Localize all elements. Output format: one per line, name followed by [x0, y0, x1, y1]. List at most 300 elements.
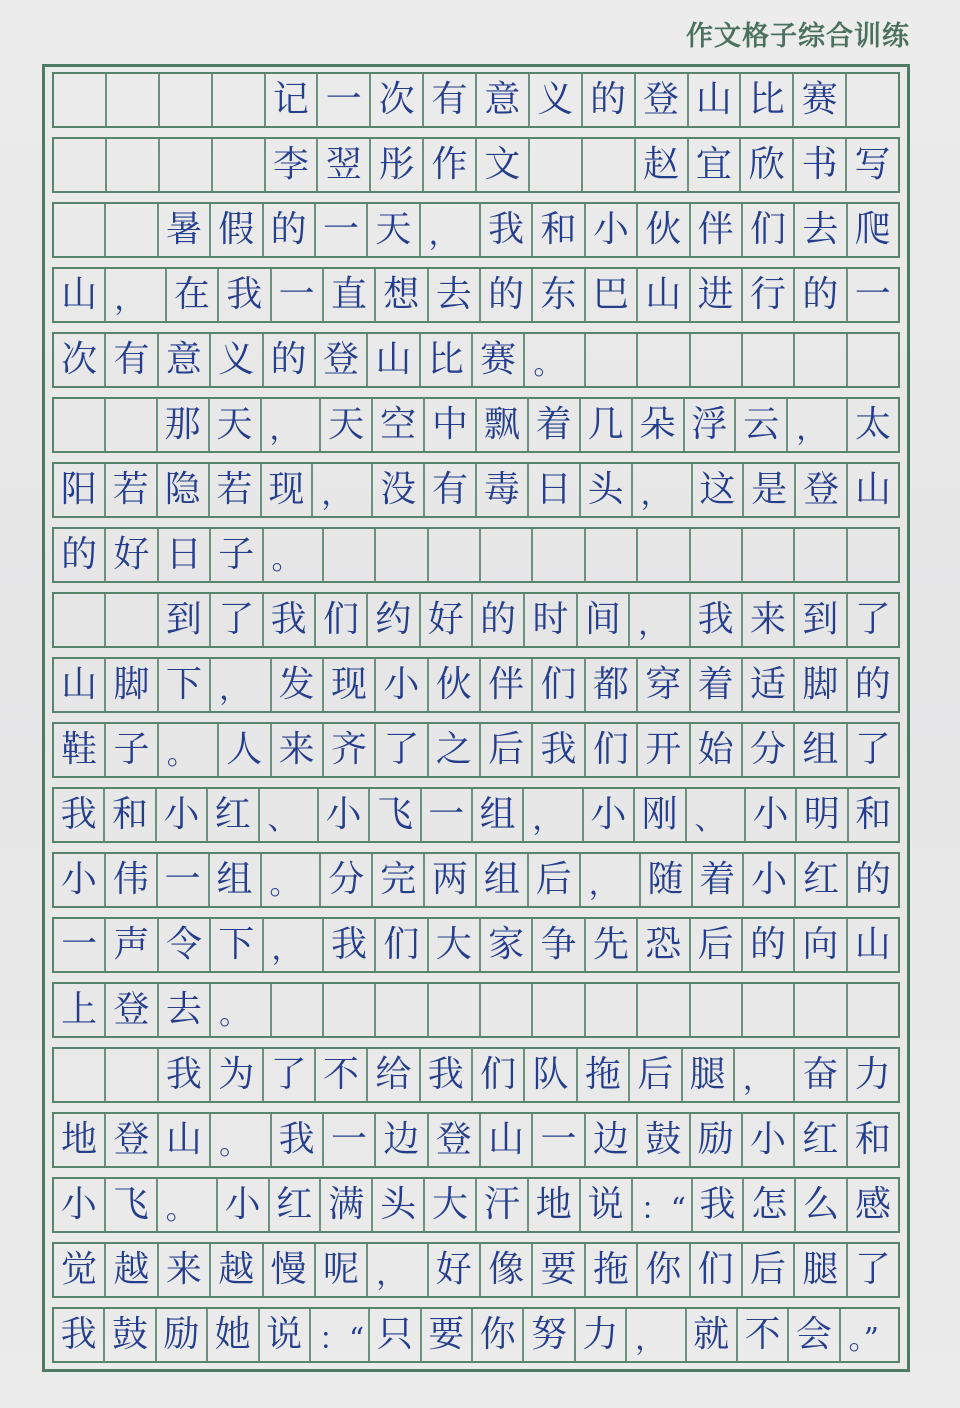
- grid-cell: 比: [741, 74, 794, 126]
- grid-cell: 了: [854, 599, 891, 640]
- grid-cell: 上: [54, 984, 106, 1036]
- grid-cell: 觉: [54, 1244, 106, 1296]
- grid-cell: 怎: [744, 1179, 796, 1231]
- grid-cell: 说: [260, 1309, 311, 1361]
- grid-cell: 是: [744, 464, 796, 516]
- grid-cell: 鼓: [105, 1309, 156, 1361]
- grid-cell: 彤: [371, 139, 424, 191]
- grid-row: [52, 657, 900, 713]
- grid-cell: 巴: [586, 269, 638, 321]
- grid-cell: 隐: [158, 464, 210, 516]
- grid-cell: [638, 334, 690, 386]
- grid-cell: 和: [854, 1119, 891, 1160]
- grid-cell: 登: [796, 464, 848, 516]
- grid-cell: 浮: [685, 399, 737, 451]
- grid-cell: [429, 984, 481, 1036]
- grid-cell: 头: [373, 1179, 425, 1231]
- grid-cell: 阳: [54, 464, 106, 516]
- grid-cell: 李: [266, 139, 319, 191]
- grid-cell: 写: [854, 144, 891, 185]
- grid-row: [52, 202, 900, 258]
- grid-cell: 山: [368, 334, 420, 386]
- grid-cell: 小: [319, 789, 370, 841]
- grid-cell: 汗: [477, 1179, 529, 1231]
- grid-cell: 争: [533, 919, 585, 971]
- grid-cell: 始: [691, 724, 743, 776]
- grid-cell: 伟: [106, 854, 158, 906]
- grid-cell: 腿: [683, 1049, 735, 1101]
- grid-cell: 一: [324, 1114, 376, 1166]
- grid-cell: 欣: [741, 139, 794, 191]
- grid-cell: 们: [316, 594, 368, 646]
- grid-cell: 和: [533, 204, 585, 256]
- grid-cell: 脚: [106, 659, 158, 711]
- grid-cell: 意: [477, 74, 530, 126]
- grid-cell: 的: [743, 919, 795, 971]
- grid-cell: 我: [481, 204, 533, 256]
- grid-cell: 后: [630, 1049, 682, 1101]
- grid-cell: 宜: [689, 139, 742, 191]
- grid-cell: 赛: [473, 334, 525, 386]
- grid-cell: 义: [211, 334, 263, 386]
- grid-cell: 着: [529, 399, 581, 451]
- grid-cell: 奋: [795, 1049, 847, 1101]
- grid-cell: 若: [210, 464, 262, 516]
- grid-cell: 登: [636, 74, 689, 126]
- grid-cell: 的: [855, 859, 892, 900]
- grid-cell: 天: [368, 204, 420, 256]
- grid-cell: 组: [473, 789, 524, 841]
- grid-cell: 、: [687, 789, 746, 841]
- grid-cell: [106, 399, 158, 451]
- grid-cell: ，: [264, 919, 324, 971]
- grid-cell: 小: [744, 854, 796, 906]
- grid-cell: 后: [481, 724, 533, 776]
- grid-cell: 意: [159, 334, 211, 386]
- grid-cell: ，: [581, 854, 641, 906]
- grid-cell: 满: [321, 1179, 373, 1231]
- grid-cell: 给: [368, 1049, 420, 1101]
- grid-cell: 我: [691, 594, 743, 646]
- grid-cell: 到: [795, 594, 847, 646]
- grid-cell: 了: [376, 724, 428, 776]
- grid-cell: 现: [324, 659, 376, 711]
- grid-cell: 呢: [316, 1244, 368, 1296]
- grid-cell: 只: [370, 1309, 421, 1361]
- grid-cell: 小: [586, 204, 638, 256]
- grid-cell: 作: [424, 139, 477, 191]
- grid-cell: [586, 334, 638, 386]
- grid-cell: 比: [421, 334, 473, 386]
- grid-cell: 之: [429, 724, 481, 776]
- grid-cell: [213, 74, 266, 126]
- grid-cell: 脚: [795, 659, 847, 711]
- grid-cell: 我: [54, 789, 105, 841]
- grid-cell: [376, 529, 428, 581]
- grid-cell: 有: [424, 74, 477, 126]
- grid-cell: ，: [313, 464, 373, 516]
- grid-cell: 赵: [636, 139, 689, 191]
- grid-cell: 。: [211, 1114, 271, 1166]
- grid-cell: [586, 984, 638, 1036]
- grid-cell: 先: [586, 919, 638, 971]
- grid-cell: 的: [854, 664, 891, 705]
- grid-cell: 文: [477, 139, 530, 191]
- grid-cell: 小: [376, 659, 428, 711]
- grid-cell: ，: [627, 1309, 686, 1361]
- grid-cell: 地: [529, 1179, 581, 1231]
- grid-cell: 红: [795, 1114, 847, 1166]
- grid-row: [52, 72, 900, 128]
- grid-cell: 。”: [848, 1322, 879, 1357]
- grid-cell: 会: [789, 1309, 840, 1361]
- grid-cell: 伙: [429, 659, 481, 711]
- grid-cell: [795, 984, 847, 1036]
- grid-cell: [272, 984, 324, 1036]
- grid-cell: 力: [576, 1309, 627, 1361]
- grid-cell: ，: [106, 269, 166, 321]
- grid-cell: [848, 334, 898, 386]
- grid-cell: 不: [738, 1309, 789, 1361]
- grid-cell: 、: [260, 789, 319, 841]
- grid-cell: 来: [159, 1244, 211, 1296]
- grid-cell: 伴: [691, 204, 743, 256]
- grid-cell: 们: [586, 724, 638, 776]
- grid-cell: 分: [321, 854, 373, 906]
- grid-cell: ，: [262, 399, 322, 451]
- grid-cell: 云: [736, 399, 788, 451]
- grid-cell: 开: [638, 724, 690, 776]
- grid-row: [52, 722, 900, 778]
- grid-cell: 腿: [795, 1244, 847, 1296]
- grid-cell: 山: [854, 924, 891, 965]
- grid-cell: 明: [797, 789, 848, 841]
- grid-cell: 现: [262, 464, 314, 516]
- grid-cell: 的: [473, 594, 525, 646]
- grid-cell: 一: [318, 74, 371, 126]
- grid-cell: 子: [211, 529, 263, 581]
- grid-cell: 齐: [324, 724, 376, 776]
- grid-cell: 这: [693, 464, 745, 516]
- grid-cell: 记: [266, 74, 319, 126]
- grid-cell: 山: [54, 659, 106, 711]
- grid-cell: 有: [425, 464, 477, 516]
- grid-cell: [324, 529, 376, 581]
- grid-cell: 东: [533, 269, 585, 321]
- grid-cell: 好: [421, 594, 473, 646]
- grid-cell: 励: [691, 1114, 743, 1166]
- grid-cell: 约: [368, 594, 420, 646]
- grid-cell: 组: [477, 854, 529, 906]
- grid-cell: 伴: [481, 659, 533, 711]
- grid-cell: 和: [105, 789, 156, 841]
- grid-cell: 慢: [264, 1244, 316, 1296]
- grid-cell: [848, 984, 898, 1036]
- grid-cell: 了: [854, 1249, 891, 1290]
- grid-cell: ，: [211, 659, 271, 711]
- grid-cell: [481, 529, 533, 581]
- grid-cell: 人: [219, 724, 271, 776]
- grid-cell: 一: [422, 789, 473, 841]
- grid-cell: [533, 529, 585, 581]
- grid-cell: [586, 529, 638, 581]
- grid-cell: 我: [421, 1049, 473, 1101]
- grid-cell: 她: [208, 1309, 259, 1361]
- grid-cell: 和: [855, 794, 892, 835]
- grid-row: [52, 462, 900, 518]
- grid-cell: 地: [54, 1114, 106, 1166]
- grid-cell: 边: [376, 1114, 428, 1166]
- grid-row: [52, 852, 900, 908]
- grid-cell: 们: [376, 919, 428, 971]
- grid-border: [42, 64, 910, 1372]
- grid-cell: [107, 139, 160, 191]
- grid-cell: 刚: [635, 789, 686, 841]
- grid-cell: [160, 139, 213, 191]
- grid-cell: [691, 984, 743, 1036]
- grid-cell: 我: [533, 724, 585, 776]
- grid-cell: 我: [272, 1114, 324, 1166]
- grid-cell: [795, 529, 847, 581]
- grid-row: [52, 137, 900, 193]
- grid-cell: 登: [106, 1114, 158, 1166]
- grid-cell: 说: [581, 1179, 633, 1231]
- grid-cell: [795, 334, 847, 386]
- grid-cell: 为: [211, 1049, 263, 1101]
- grid-cell: 我: [264, 594, 316, 646]
- grid-cell: 令: [159, 919, 211, 971]
- grid-cell: 头: [581, 464, 633, 516]
- grid-cell: 随: [641, 854, 693, 906]
- grid-cell: 山: [855, 469, 892, 510]
- grid-cell: 来: [272, 724, 324, 776]
- grid-cell: 着: [693, 854, 745, 906]
- grid-row: [52, 332, 900, 388]
- grid-cell: 后: [529, 854, 581, 906]
- grid-cell: 都: [586, 659, 638, 711]
- grid-cell: [638, 529, 690, 581]
- grid-cell: 太: [855, 404, 892, 445]
- grid-cell: ，: [368, 1244, 428, 1296]
- grid-cell: 去: [795, 204, 847, 256]
- grid-cell: 飞: [106, 1179, 158, 1231]
- grid-cell: 了: [854, 729, 891, 770]
- grid-cell: 我: [54, 1309, 105, 1361]
- grid-cell: [54, 1049, 106, 1101]
- grid-cell: 的: [583, 74, 636, 126]
- grid-cell: [481, 984, 533, 1036]
- grid-cell: 暑: [159, 204, 211, 256]
- grid-cell: 山: [54, 269, 106, 321]
- grid-row: [52, 1047, 900, 1103]
- grid-cell: [54, 399, 106, 451]
- grid-cell: 小: [746, 789, 797, 841]
- grid-cell: 若: [106, 464, 158, 516]
- grid-cell: 翌: [318, 139, 371, 191]
- grid-cell: 小: [54, 1179, 106, 1231]
- grid-cell: [160, 74, 213, 126]
- grid-row: [52, 982, 900, 1038]
- grid-cell: 好: [106, 529, 158, 581]
- grid-cell: 小: [157, 789, 208, 841]
- grid-cell: 拖: [578, 1049, 630, 1101]
- grid-cell: 组: [210, 854, 262, 906]
- grid-cell: 后: [743, 1244, 795, 1296]
- grid-cell: 。: [211, 984, 271, 1036]
- grid-cell: 天: [210, 399, 262, 451]
- grid-cell: 山: [689, 74, 742, 126]
- grid-cell: 边: [586, 1114, 638, 1166]
- grid-cell: 了: [211, 594, 263, 646]
- grid-cell: 力: [854, 1054, 891, 1095]
- grid-cell: 有: [106, 334, 158, 386]
- grid-cell: 飘: [477, 399, 529, 451]
- grid-cell: 你: [473, 1309, 524, 1361]
- grid-cell: 就: [687, 1309, 738, 1361]
- grid-cell: ：“: [311, 1309, 370, 1361]
- grid-cell: 了: [264, 1049, 316, 1101]
- grid-cell: 山: [159, 1114, 211, 1166]
- grid-cell: 一: [533, 1114, 585, 1166]
- grid-cell: 鼓: [638, 1114, 690, 1166]
- grid-cell: 进: [691, 269, 743, 321]
- grid-cell: [847, 74, 898, 126]
- grid-cell: 天: [321, 399, 373, 451]
- grid-cell: 去: [429, 269, 481, 321]
- grid-row: [52, 787, 900, 843]
- grid-cell: 登: [316, 334, 368, 386]
- grid-cell: ：“: [633, 1179, 693, 1231]
- grid-cell: 不: [316, 1049, 368, 1101]
- grid-cell: 一: [272, 269, 324, 321]
- grid-cell: [583, 139, 636, 191]
- grid-cell: [429, 529, 481, 581]
- grid-cell: 努: [524, 1309, 575, 1361]
- grid-cell: 们: [533, 659, 585, 711]
- grid-cell: 要: [533, 1244, 585, 1296]
- grid-cell: [533, 984, 585, 1036]
- grid-cell: 次: [371, 74, 424, 126]
- grid-cell: [54, 594, 106, 646]
- grid-cell: 小: [743, 1114, 795, 1166]
- grid-cell: [106, 594, 158, 646]
- grid-cell: 感: [855, 1184, 892, 1225]
- grid-cell: 越: [211, 1244, 263, 1296]
- grid-cell: 穿: [638, 659, 690, 711]
- grid-cell: 中: [425, 399, 477, 451]
- grid-cell: 大: [429, 919, 481, 971]
- grid-cell: 要: [422, 1309, 473, 1361]
- grid-row: [52, 527, 900, 583]
- grid-cell: [848, 529, 898, 581]
- grid-cell: 时: [525, 594, 577, 646]
- grid-cell: 组: [795, 724, 847, 776]
- grid-cell: 次: [54, 334, 106, 386]
- grid-cell: [743, 984, 795, 1036]
- grid-cell: 恐: [638, 919, 690, 971]
- grid-cell: 那: [158, 399, 210, 451]
- grid-row: [52, 917, 900, 973]
- grid-cell: 去: [159, 984, 211, 1036]
- grid-row: [52, 267, 900, 323]
- grid-cell: 下: [159, 659, 211, 711]
- grid-cell: [691, 334, 743, 386]
- grid-cell: 越: [106, 1244, 158, 1296]
- grid-row: [52, 1307, 900, 1363]
- grid-cell: 们: [473, 1049, 525, 1101]
- grid-cell: 。: [159, 724, 219, 776]
- grid-cell: 。: [264, 529, 324, 581]
- grid-cell: 一: [158, 854, 210, 906]
- grid-cell: 朵: [633, 399, 685, 451]
- grid-row: [52, 1177, 900, 1233]
- grid-cell: ，: [421, 204, 481, 256]
- grid-cell: 的: [264, 334, 316, 386]
- grid-cell: [106, 1049, 158, 1101]
- grid-cell: 行: [743, 269, 795, 321]
- grid-cell: ，: [524, 789, 583, 841]
- grid-cell: 山: [638, 269, 690, 321]
- grid-cell: ，: [633, 464, 693, 516]
- grid-cell: 爬: [854, 209, 891, 250]
- grid-cell: 的: [481, 269, 533, 321]
- grid-cell: ，: [630, 594, 690, 646]
- grid-cell: 登: [106, 984, 158, 1036]
- grid-cell: 一: [854, 274, 891, 315]
- grid-cell: [324, 984, 376, 1036]
- grid-cell: 下: [211, 919, 263, 971]
- grid-cell: [376, 984, 428, 1036]
- grid-cell: 好: [429, 1244, 481, 1296]
- grid-cell: 大: [425, 1179, 477, 1231]
- grid-cell: 像: [481, 1244, 533, 1296]
- grid-cell: [743, 334, 795, 386]
- grid-cell: 我: [693, 1179, 745, 1231]
- grid-cell: [743, 529, 795, 581]
- grid-cell: 两: [425, 854, 477, 906]
- grid-cell: 完: [373, 854, 425, 906]
- grid-cell: 小: [218, 1179, 270, 1231]
- grid-cell: 我: [324, 919, 376, 971]
- grid-cell: 山: [481, 1114, 533, 1166]
- grid-cell: 来: [743, 594, 795, 646]
- grid-cell: [213, 139, 266, 191]
- grid-cell: 没: [373, 464, 425, 516]
- grid-cell: 想: [376, 269, 428, 321]
- grid-cell: [691, 529, 743, 581]
- grid-cell: 在: [167, 269, 219, 321]
- grid-cell: 。: [525, 334, 585, 386]
- grid-cell: 你: [638, 1244, 690, 1296]
- grid-cell: 赛: [794, 74, 847, 126]
- grid-cell: 适: [743, 659, 795, 711]
- grid-cell: 一: [54, 919, 106, 971]
- grid-cell: 书: [794, 139, 847, 191]
- grid-cell: 红: [796, 854, 848, 906]
- grid-cell: 励: [157, 1309, 208, 1361]
- grid-cell: 几: [581, 399, 633, 451]
- grid-cell: 子: [106, 724, 158, 776]
- grid-cell: 。: [262, 854, 322, 906]
- grid-row: [52, 592, 900, 648]
- grid-cell: 小: [584, 789, 635, 841]
- grid-cell: 们: [691, 1244, 743, 1296]
- grid-cell: 到: [159, 594, 211, 646]
- grid-cell: [54, 139, 107, 191]
- grid-cell: [54, 204, 106, 256]
- grid-cell: 红: [270, 1179, 322, 1231]
- grid-cell: 假: [211, 204, 263, 256]
